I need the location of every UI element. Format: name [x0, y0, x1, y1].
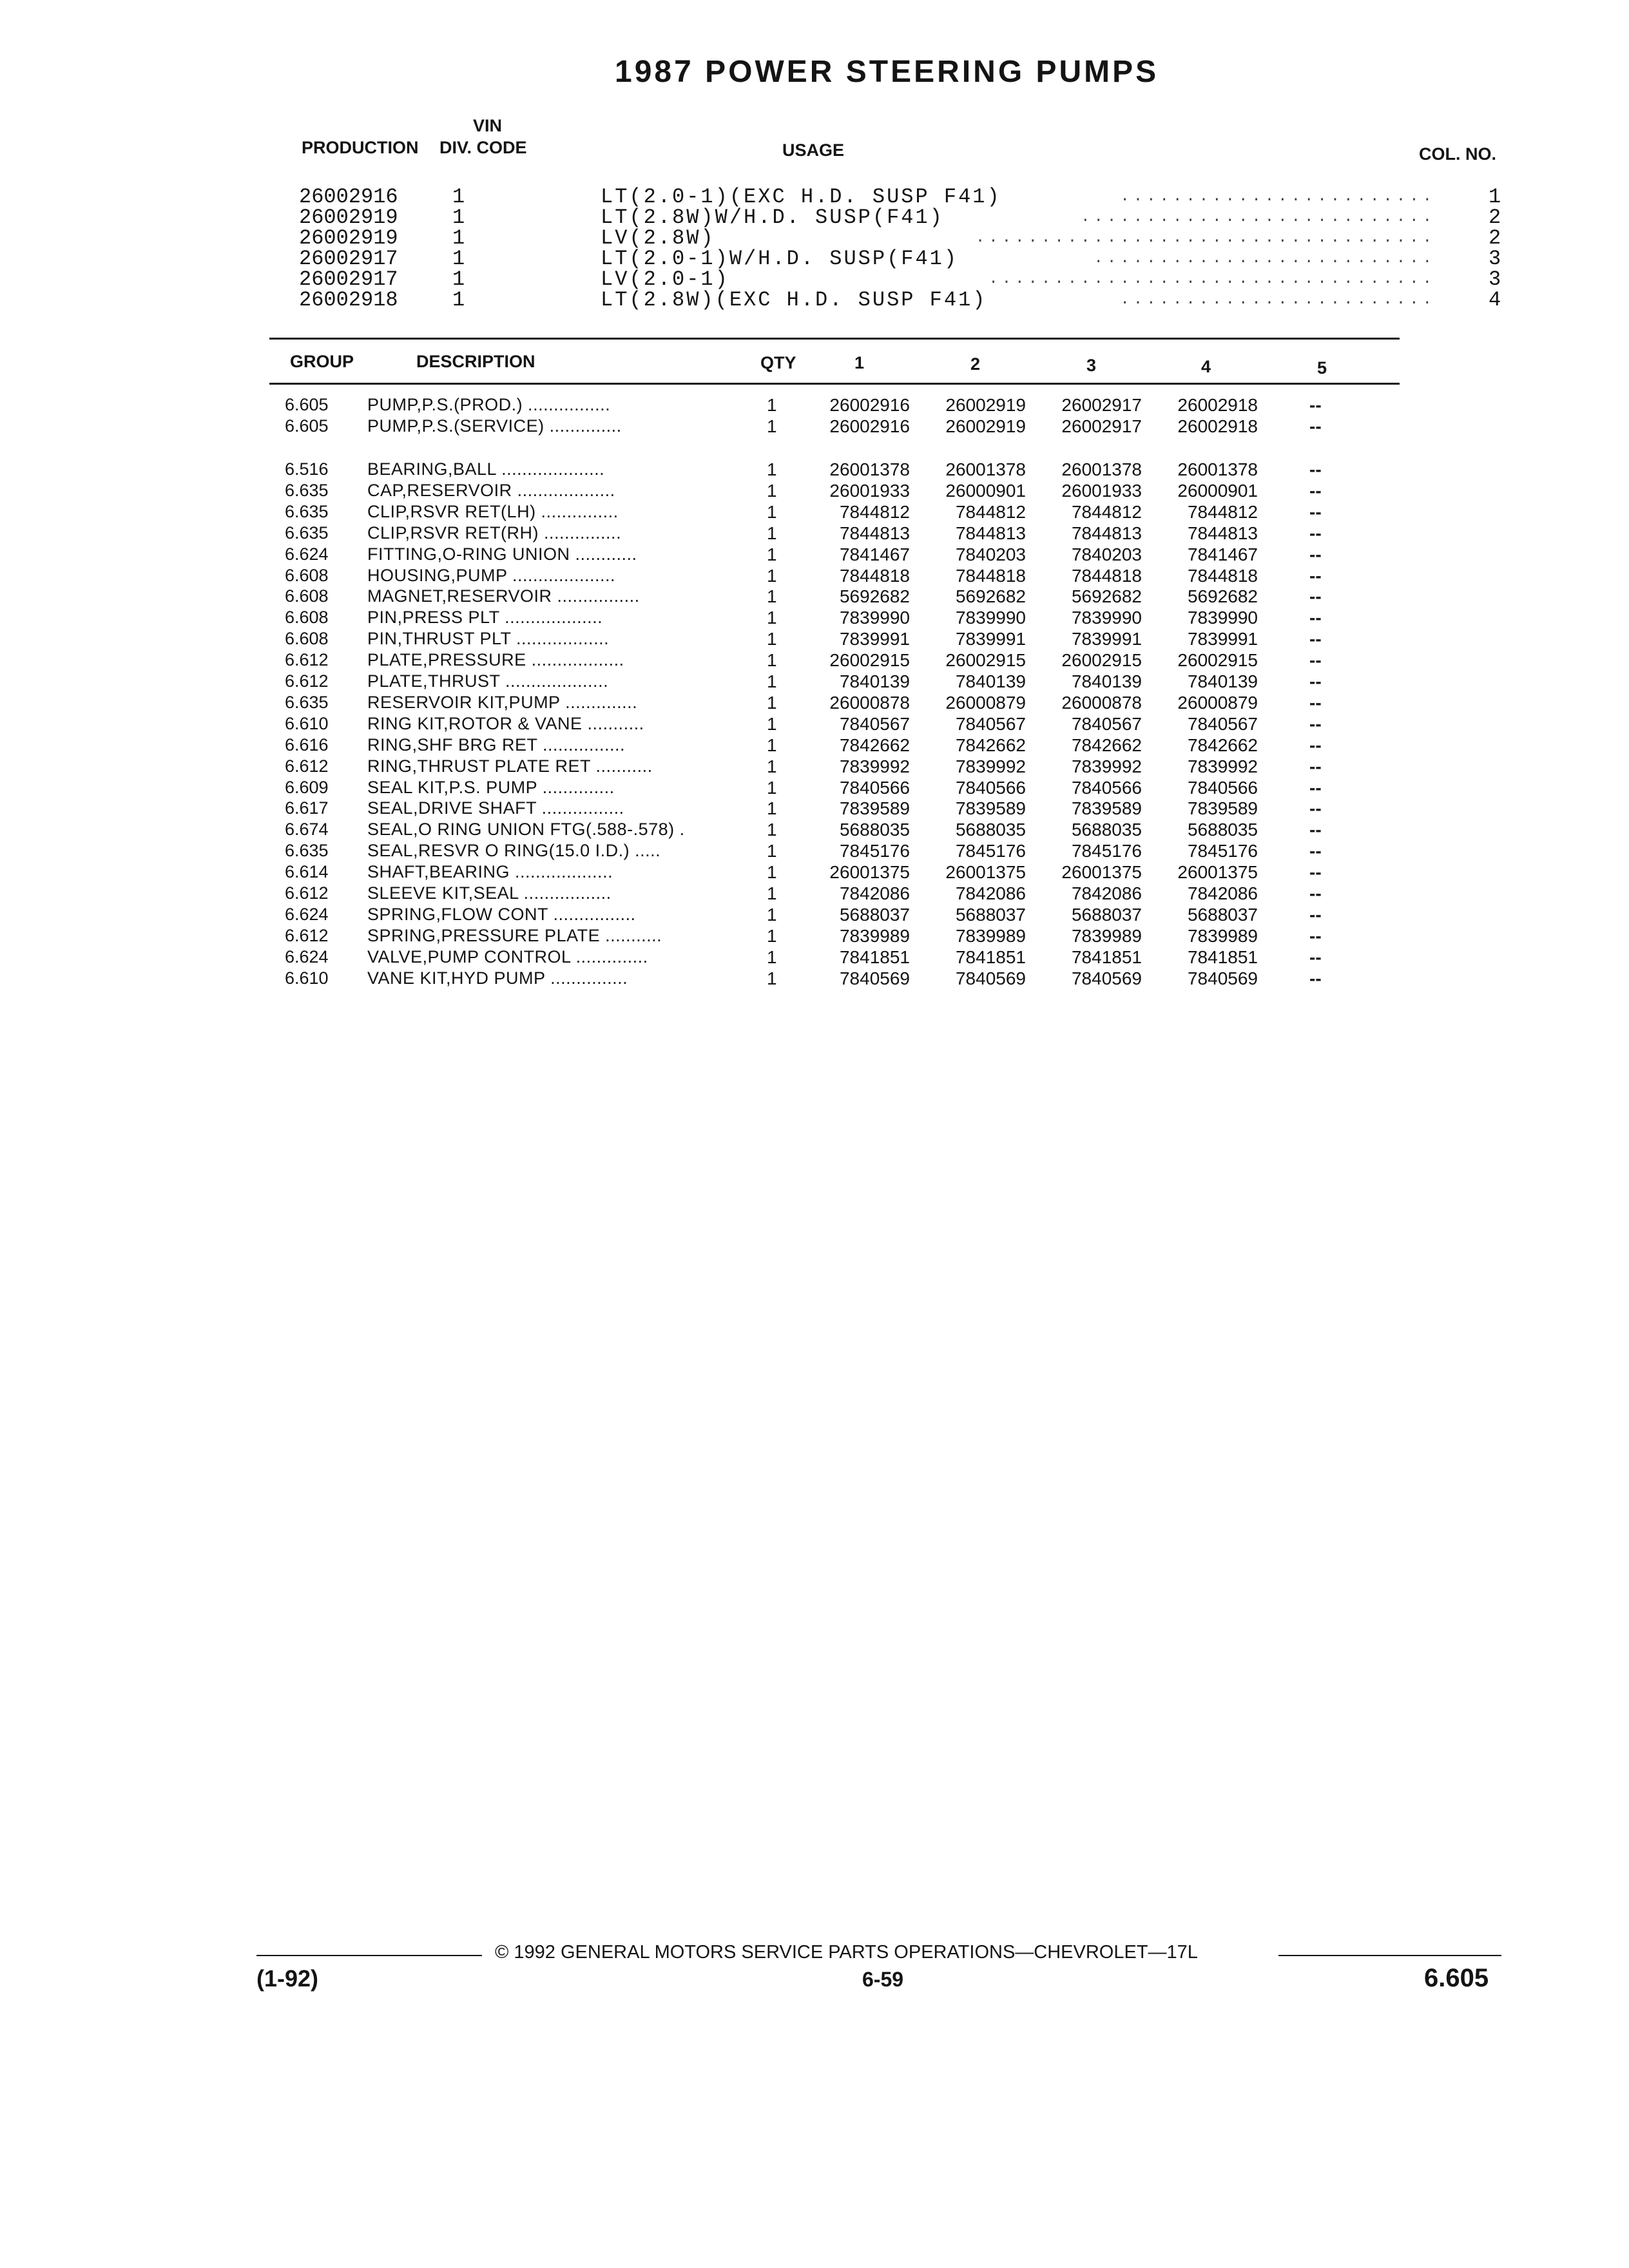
- group-number: 6.605: [285, 416, 329, 436]
- part-qty: 1: [767, 713, 777, 734]
- group-number: 6.614: [285, 862, 329, 882]
- col-2-header: 2: [970, 354, 981, 374]
- group-number: 6.608: [285, 586, 329, 606]
- footer-rule-right: [1278, 1955, 1501, 1956]
- part-qty: 1: [767, 629, 777, 649]
- part-description: CAP,RESERVOIR ...................: [367, 480, 615, 500]
- col-1-part-number: 5688037: [839, 904, 910, 925]
- col-5-part-number: --: [1309, 480, 1322, 501]
- col-4-part-number: 7839589: [1187, 798, 1258, 819]
- col-5-part-number: --: [1309, 968, 1322, 988]
- part-qty: 1: [767, 925, 777, 946]
- col-4-part-number: 7841851: [1187, 947, 1258, 967]
- col-2-part-number: 7845176: [955, 841, 1026, 861]
- group-number: 6.674: [285, 820, 329, 840]
- section-number: 6.605: [1424, 1964, 1489, 1992]
- col-1-part-number: 7840566: [839, 777, 910, 798]
- col-4-part-number: 7840139: [1187, 671, 1258, 691]
- part-description: SEAL,RESVR O RING(15.0 I.D.) .....: [367, 841, 661, 861]
- col-3-part-number: 7840567: [1071, 713, 1142, 734]
- col-2-part-number: 7839992: [955, 756, 1026, 776]
- col-1-part-number: 7841467: [839, 544, 910, 564]
- col-5-part-number: --: [1309, 883, 1322, 903]
- col-3-part-number: 7839992: [1071, 756, 1142, 776]
- col-1-part-number: 7840567: [839, 713, 910, 734]
- col-1-part-number: 7845176: [839, 841, 910, 861]
- part-qty: 1: [767, 523, 777, 543]
- col-4-part-number: 7839991: [1187, 629, 1258, 649]
- col-3-part-number: 7840139: [1071, 671, 1142, 691]
- table-row: [0, 394, 1629, 416]
- revision-date: (1-92): [256, 1965, 319, 1992]
- table-row: [0, 861, 1629, 883]
- part-qty: 1: [767, 735, 777, 755]
- part-description: SPRING,PRESSURE PLATE ...........: [367, 925, 662, 945]
- col-3-part-number: 5692682: [1071, 586, 1142, 607]
- part-description: SEAL,DRIVE SHAFT ................: [367, 798, 624, 818]
- table-row: [0, 947, 1629, 968]
- col-4-part-number: 5688037: [1187, 904, 1258, 925]
- col-4-part-number: 7839989: [1187, 925, 1258, 946]
- group-number: 6.635: [285, 692, 329, 712]
- part-description: SPRING,FLOW CONT ................: [367, 904, 636, 924]
- col-4-part-number: 5688035: [1187, 820, 1258, 840]
- footer-rule-left: [256, 1955, 482, 1956]
- col-2-part-number: 26002915: [945, 650, 1026, 671]
- col-1-part-number: 7842662: [839, 735, 910, 755]
- col-3-part-number: 26002915: [1061, 650, 1142, 671]
- col-2-part-number: 7844813: [955, 523, 1026, 543]
- col-3-part-number: 7840203: [1071, 544, 1142, 564]
- part-description: PUMP,P.S.(SERVICE) ..............: [367, 416, 622, 436]
- col-5-part-number: --: [1309, 629, 1322, 649]
- usage-col-no: 3: [1489, 267, 1501, 291]
- usage-col-no: 1: [1489, 185, 1501, 209]
- part-qty: 1: [767, 841, 777, 861]
- table-row: [0, 523, 1629, 544]
- col-2-part-number: 7842086: [955, 883, 1026, 903]
- part-description: VALVE,PUMP CONTROL ..............: [367, 947, 648, 966]
- div-code-header: DIV. CODE: [439, 138, 527, 157]
- page-title: 1987 POWER STEERING PUMPS: [615, 55, 1159, 89]
- usage-leader-dots: ...........................: [1081, 209, 1436, 226]
- col-5-header: 5: [1317, 358, 1327, 378]
- group-number: 6.635: [285, 841, 329, 861]
- part-description: SEAL KIT,P.S. PUMP ..............: [367, 777, 615, 797]
- group-number: 6.610: [285, 713, 329, 733]
- col-2-part-number: 7840566: [955, 777, 1026, 798]
- col-5-part-number: --: [1309, 947, 1322, 967]
- col-4-part-number: 7840567: [1187, 713, 1258, 734]
- group-number: 6.610: [285, 968, 329, 988]
- usage-col-no: 3: [1489, 247, 1501, 271]
- col-1-part-number: 5688035: [839, 820, 910, 840]
- col-1-part-number: 7840139: [839, 671, 910, 691]
- table-row: [0, 756, 1629, 777]
- col-1-part-number: 7841851: [839, 947, 910, 967]
- col-5-part-number: --: [1309, 608, 1322, 628]
- part-qty: 1: [767, 777, 777, 798]
- group-number: 6.616: [285, 735, 329, 754]
- col-4-part-number: 7844812: [1187, 501, 1258, 522]
- col-5-part-number: --: [1309, 671, 1322, 691]
- col-5-part-number: --: [1309, 501, 1322, 522]
- col-1-part-number: 7844818: [839, 565, 910, 586]
- part-qty: 1: [767, 395, 777, 415]
- col-5-part-number: --: [1309, 650, 1322, 671]
- usage-description: LV(2.0-1): [601, 267, 729, 291]
- table-row: [0, 735, 1629, 756]
- table-row: [0, 777, 1629, 798]
- table-header-rule: [269, 383, 1400, 385]
- part-qty: 1: [767, 968, 777, 988]
- part-description: MAGNET,RESERVOIR ................: [367, 586, 640, 606]
- col-5-part-number: --: [1309, 565, 1322, 586]
- col-3-part-number: 26002917: [1061, 395, 1142, 415]
- col-3-part-number: 26002917: [1061, 416, 1142, 436]
- table-row: [0, 671, 1629, 692]
- group-number: 6.608: [285, 565, 329, 585]
- col-5-part-number: --: [1309, 395, 1322, 415]
- group-number: 6.605: [285, 395, 329, 414]
- col-3-part-number: 26001375: [1061, 862, 1142, 883]
- col-3-part-number: 7844812: [1071, 501, 1142, 522]
- usage-production: 26002919: [299, 206, 398, 229]
- part-qty: 1: [767, 692, 777, 713]
- col-3-part-number: 7839990: [1071, 608, 1142, 628]
- col-5-part-number: --: [1309, 586, 1322, 607]
- col-2-part-number: 7840203: [955, 544, 1026, 564]
- part-qty: 1: [767, 544, 777, 564]
- table-row: [0, 544, 1629, 565]
- table-row: [0, 840, 1629, 861]
- col-5-part-number: --: [1309, 798, 1322, 819]
- col-2-part-number: 26001375: [945, 862, 1026, 883]
- col-1-part-number: 7844812: [839, 501, 910, 522]
- col-5-part-number: --: [1309, 756, 1322, 776]
- usage-div-code: 1: [452, 267, 465, 291]
- part-description: SHAFT,BEARING ...................: [367, 862, 613, 882]
- col-2-part-number: 7841851: [955, 947, 1026, 967]
- col-3-part-number: 5688037: [1071, 904, 1142, 925]
- col-3-part-number: 26000878: [1061, 692, 1142, 713]
- page-number: 6-59: [862, 1968, 904, 1991]
- usage-production: 26002919: [299, 226, 398, 250]
- col-4-part-number: 26000879: [1177, 692, 1258, 713]
- col-3-header: 3: [1086, 356, 1097, 375]
- col-4-part-number: 26000901: [1177, 480, 1258, 501]
- part-description: PLATE,THRUST ....................: [367, 671, 609, 691]
- col-2-part-number: 5688035: [955, 820, 1026, 840]
- col-1-part-number: 7839589: [839, 798, 910, 819]
- usage-production: 26002916: [299, 185, 398, 209]
- usage-leader-dots: ..................................: [988, 271, 1436, 288]
- group-number: 6.635: [285, 501, 329, 521]
- col-1-part-number: 7839991: [839, 629, 910, 649]
- table-row: [0, 628, 1629, 649]
- usage-description: LT(2.0-1)W/H.D. SUSP(F41): [601, 247, 959, 271]
- col-5-part-number: --: [1309, 862, 1322, 883]
- table-row: [0, 692, 1629, 713]
- part-description: PUMP,P.S.(PROD.) ................: [367, 395, 611, 414]
- part-description: RESERVOIR KIT,PUMP ..............: [367, 692, 638, 712]
- group-number: 6.612: [285, 925, 329, 945]
- col-4-part-number: 26002918: [1177, 416, 1258, 436]
- group-number: 6.516: [285, 459, 329, 479]
- part-qty: 1: [767, 883, 777, 903]
- col-5-part-number: --: [1309, 925, 1322, 946]
- col-4-part-number: 7842086: [1187, 883, 1258, 903]
- usage-div-code: 1: [452, 247, 465, 271]
- col-4-part-number: 26002918: [1177, 395, 1258, 415]
- col-3-part-number: 26001378: [1061, 459, 1142, 479]
- part-qty: 1: [767, 501, 777, 522]
- col-3-part-number: 7842086: [1071, 883, 1142, 903]
- part-description: PLATE,PRESSURE ..................: [367, 650, 624, 670]
- col-5-part-number: --: [1309, 544, 1322, 564]
- col-3-part-number: 7840566: [1071, 777, 1142, 798]
- col-5-part-number: --: [1309, 692, 1322, 713]
- usage-col-no: 2: [1489, 206, 1501, 229]
- usage-leader-dots: ........................: [1120, 188, 1436, 206]
- col-4-part-number: 26001378: [1177, 459, 1258, 479]
- part-description: PIN,THRUST PLT ..................: [367, 629, 610, 649]
- part-description: CLIP,RSVR RET(LH) ...............: [367, 501, 619, 521]
- col-4-part-number: 7839992: [1187, 756, 1258, 776]
- col-5-part-number: --: [1309, 459, 1322, 479]
- part-qty: 1: [767, 820, 777, 840]
- col-3-part-number: 7839991: [1071, 629, 1142, 649]
- col-3-part-number: 7841851: [1071, 947, 1142, 967]
- usage-div-code: 1: [452, 206, 465, 229]
- col-1-part-number: 7839989: [839, 925, 910, 946]
- part-qty: 1: [767, 480, 777, 501]
- col-4-part-number: 7842662: [1187, 735, 1258, 755]
- col-5-part-number: --: [1309, 841, 1322, 861]
- part-description: VANE KIT,HYD PUMP ...............: [367, 968, 628, 988]
- col-2-part-number: 7840569: [955, 968, 1026, 988]
- group-number: 6.624: [285, 904, 329, 924]
- part-description: HOUSING,PUMP ....................: [367, 565, 616, 585]
- usage-description: LT(2.8W)W/H.D. SUSP(F41): [601, 206, 944, 229]
- usage-div-code: 1: [452, 288, 465, 312]
- col-1-part-number: 7842086: [839, 883, 910, 903]
- table-row: [0, 565, 1629, 586]
- col-4-part-number: 7839990: [1187, 608, 1258, 628]
- table-row: [0, 459, 1629, 480]
- col-4-part-number: 7844818: [1187, 565, 1258, 586]
- part-description: SLEEVE KIT,SEAL .................: [367, 883, 612, 903]
- col-4-part-number: 5692682: [1187, 586, 1258, 607]
- col-3-part-number: 7840569: [1071, 968, 1142, 988]
- usage-production: 26002917: [299, 267, 398, 291]
- usage-description: LT(2.0-1)(EXC H.D. SUSP F41): [601, 185, 1001, 209]
- part-qty: 1: [767, 904, 777, 925]
- col-4-part-number: 7844813: [1187, 523, 1258, 543]
- production-header: PRODUCTION: [302, 138, 419, 157]
- col-4-part-number: 7840569: [1187, 968, 1258, 988]
- group-number: 6.612: [285, 883, 329, 903]
- col-2-part-number: 26000901: [945, 480, 1026, 501]
- usage-description: LV(2.8W): [601, 226, 715, 250]
- part-qty: 1: [767, 671, 777, 691]
- col-5-part-number: --: [1309, 820, 1322, 840]
- col-3-part-number: 7845176: [1071, 841, 1142, 861]
- group-number: 6.608: [285, 629, 329, 649]
- usage-header: USAGE: [782, 140, 845, 160]
- col-5-part-number: --: [1309, 904, 1322, 925]
- table-row: [0, 819, 1629, 840]
- part-qty: 1: [767, 608, 777, 628]
- col-1-part-number: 26000878: [829, 692, 910, 713]
- part-qty: 1: [767, 565, 777, 586]
- table-row: [0, 586, 1629, 607]
- col-3-part-number: 7844818: [1071, 565, 1142, 586]
- usage-col-no: 2: [1489, 226, 1501, 250]
- col-2-part-number: 5692682: [955, 586, 1026, 607]
- col-1-part-number: 7839990: [839, 608, 910, 628]
- usage-production: 26002917: [299, 247, 398, 271]
- col-4-part-number: 26001375: [1177, 862, 1258, 883]
- col-1-part-number: 5692682: [839, 586, 910, 607]
- group-number: 6.624: [285, 544, 329, 564]
- part-qty: 1: [767, 416, 777, 436]
- col-4-part-number: 26002915: [1177, 650, 1258, 671]
- col-no-header: COL. NO.: [1419, 144, 1496, 164]
- col-3-part-number: 7842662: [1071, 735, 1142, 755]
- usage-leader-dots: ...................................: [975, 229, 1436, 247]
- group-number: 6.609: [285, 777, 329, 797]
- col-3-part-number: 7844813: [1071, 523, 1142, 543]
- table-row: [0, 883, 1629, 904]
- part-description: RING KIT,ROTOR & VANE ...........: [367, 713, 644, 733]
- col-1-part-number: 26002916: [829, 416, 910, 436]
- col-3-part-number: 5688035: [1071, 820, 1142, 840]
- col-2-part-number: 26001378: [945, 459, 1026, 479]
- col-4-header: 4: [1201, 357, 1211, 376]
- col-1-part-number: 7844813: [839, 523, 910, 543]
- table-row: [0, 904, 1629, 925]
- group-column-header: GROUP: [290, 352, 354, 371]
- usage-leader-dots: ........................: [1120, 291, 1436, 309]
- col-2-part-number: 7839989: [955, 925, 1026, 946]
- col-5-part-number: --: [1309, 416, 1322, 436]
- col-4-part-number: 7845176: [1187, 841, 1258, 861]
- col-1-part-number: 26002915: [829, 650, 910, 671]
- table-row: [0, 607, 1629, 628]
- group-number: 6.612: [285, 671, 329, 691]
- group-number: 6.612: [285, 756, 329, 776]
- col-1-part-number: 7840569: [839, 968, 910, 988]
- part-description: RING,THRUST PLATE RET ...........: [367, 756, 653, 776]
- qty-column-header: QTY: [760, 353, 796, 372]
- table-row: [0, 968, 1629, 989]
- usage-div-code: 1: [452, 226, 465, 250]
- part-description: SEAL,O RING UNION FTG(.588-.578) .: [367, 820, 685, 840]
- col-3-part-number: 7839589: [1071, 798, 1142, 819]
- col-1-part-number: 26001375: [829, 862, 910, 883]
- col-5-part-number: --: [1309, 735, 1322, 755]
- group-number: 6.624: [285, 947, 329, 966]
- col-2-part-number: 26000879: [945, 692, 1026, 713]
- part-description: CLIP,RSVR RET(RH) ...............: [367, 523, 622, 543]
- description-column-header: DESCRIPTION: [416, 352, 535, 371]
- group-number: 6.608: [285, 608, 329, 628]
- col-5-part-number: --: [1309, 523, 1322, 543]
- table-row: [0, 649, 1629, 671]
- usage-div-code: 1: [452, 185, 465, 209]
- col-3-part-number: 26001933: [1061, 480, 1142, 501]
- usage-description: LT(2.8W)(EXC H.D. SUSP F41): [601, 288, 987, 312]
- part-qty: 1: [767, 650, 777, 671]
- col-2-part-number: 7839589: [955, 798, 1026, 819]
- col-1-part-number: 26001378: [829, 459, 910, 479]
- col-2-part-number: 7842662: [955, 735, 1026, 755]
- col-1-part-number: 26002916: [829, 395, 910, 415]
- group-number: 6.635: [285, 523, 329, 543]
- col-5-part-number: --: [1309, 777, 1322, 798]
- group-number: 6.617: [285, 798, 329, 818]
- part-qty: 1: [767, 862, 777, 883]
- usage-production: 26002918: [299, 288, 398, 312]
- part-description: FITTING,O-RING UNION ............: [367, 544, 637, 564]
- usage-leader-dots: ..........................: [1094, 250, 1436, 267]
- col-1-part-number: 7839992: [839, 756, 910, 776]
- vin-header: VIN: [473, 116, 503, 135]
- copyright-text: © 1992 GENERAL MOTORS SERVICE PARTS OPERATIONS—CHEVROLET—17L: [495, 1942, 1198, 1963]
- col-2-part-number: 7844812: [955, 501, 1026, 522]
- table-row: [0, 798, 1629, 819]
- col-2-part-number: 7840139: [955, 671, 1026, 691]
- part-qty: 1: [767, 586, 777, 607]
- table-row: [0, 416, 1629, 437]
- part-qty: 1: [767, 798, 777, 819]
- part-qty: 1: [767, 756, 777, 776]
- col-4-part-number: 7840566: [1187, 777, 1258, 798]
- col-3-part-number: 7839989: [1071, 925, 1142, 946]
- table-row: [0, 713, 1629, 735]
- part-qty: 1: [767, 459, 777, 479]
- col-2-part-number: 26002919: [945, 416, 1026, 436]
- group-number: 6.635: [285, 480, 329, 500]
- col-2-part-number: 7839991: [955, 629, 1026, 649]
- table-top-rule: [269, 338, 1400, 340]
- col-2-part-number: 26002919: [945, 395, 1026, 415]
- col-2-part-number: 7839990: [955, 608, 1026, 628]
- col-2-part-number: 7844818: [955, 565, 1026, 586]
- table-row: [0, 480, 1629, 501]
- col-2-part-number: 5688037: [955, 904, 1026, 925]
- table-row: [0, 501, 1629, 523]
- part-qty: 1: [767, 947, 777, 967]
- table-row: [0, 925, 1629, 947]
- usage-col-no: 4: [1489, 288, 1501, 312]
- col-2-part-number: 7840567: [955, 713, 1026, 734]
- part-description: RING,SHF BRG RET ................: [367, 735, 626, 754]
- group-number: 6.612: [285, 650, 329, 670]
- part-description: BEARING,BALL ....................: [367, 459, 605, 479]
- col-5-part-number: --: [1309, 713, 1322, 734]
- col-4-part-number: 7841467: [1187, 544, 1258, 564]
- part-description: PIN,PRESS PLT ...................: [367, 608, 603, 628]
- col-1-part-number: 26001933: [829, 480, 910, 501]
- col-1-header: 1: [854, 353, 865, 372]
